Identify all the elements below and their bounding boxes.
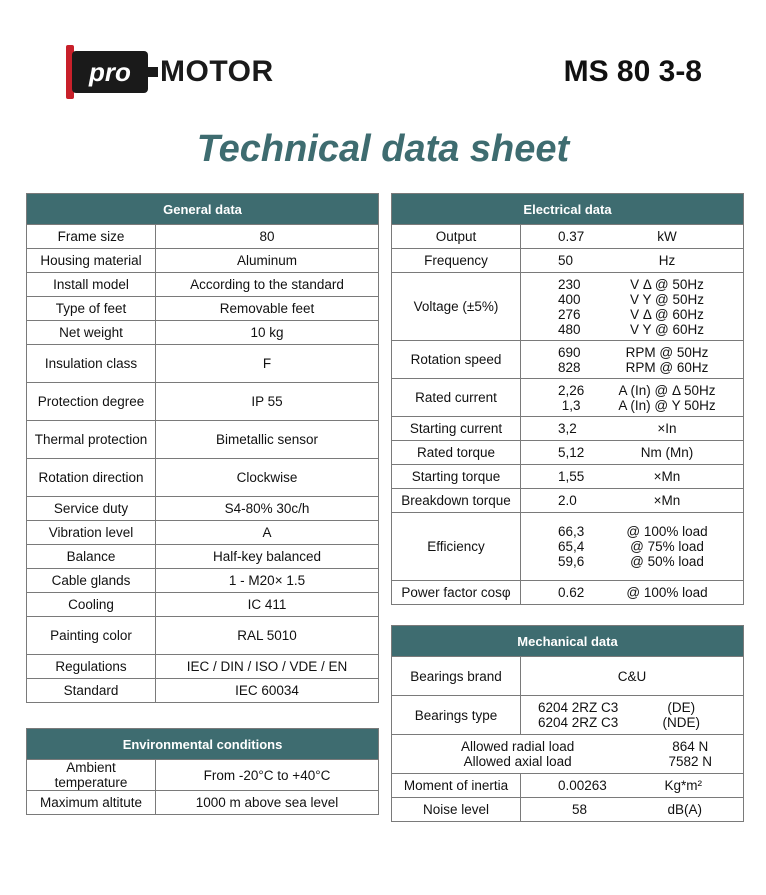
electrical-row-value-cell (521, 341, 744, 379)
electrical-value: 3,2 (558, 421, 577, 436)
radial-load-value: 864 N (672, 739, 709, 754)
electrical-data-heading: Electrical data (392, 194, 744, 225)
noise-value: 58 (572, 802, 588, 817)
electrical-row-label: Breakdown torque (392, 489, 521, 513)
electrical-row-value-cell (521, 379, 744, 417)
general-row-value: IP 55 (156, 383, 379, 421)
logo-box-text: pro (72, 51, 148, 93)
electrical-value: 400 (558, 291, 581, 307)
general-row-value: According to the standard (156, 273, 379, 297)
table-row (392, 341, 744, 379)
table-row (392, 465, 744, 489)
electrical-row-label: Rated current (392, 379, 521, 417)
electrical-value: 65,4 (558, 539, 585, 554)
table-row (27, 225, 379, 249)
electrical-value: 0.62 (558, 585, 585, 600)
general-row-value: Bimetallic sensor (156, 421, 379, 459)
electrical-value: 690 (558, 344, 581, 360)
general-row-label: Standard (27, 679, 156, 703)
general-row-label: Housing material (27, 249, 156, 273)
table-row (27, 321, 379, 345)
general-row-label: Cable glands (27, 569, 156, 593)
general-row-label: Type of feet (27, 297, 156, 321)
electrical-value: 66,3 (558, 524, 585, 539)
electrical-row-value-cell (521, 249, 744, 273)
general-row-value: S4-80% 30c/h (156, 497, 379, 521)
allowed-loads-cell (392, 735, 744, 774)
axial-load-label: Allowed axial load (463, 754, 572, 769)
environment-row-label: Ambient temperature (27, 760, 156, 791)
table-row (392, 273, 744, 341)
mechanical-data-heading: Mechanical data (392, 626, 744, 657)
electrical-row-label: Power factor cosφ (392, 581, 521, 605)
electrical-row-value-cell (521, 225, 744, 249)
pro-motor-logo (66, 45, 306, 99)
page-title: Technical data sheet (196, 128, 570, 170)
table-row (27, 383, 379, 421)
environment-row-value: From -20°C to +40°C (156, 760, 379, 791)
general-row-value: RAL 5010 (156, 617, 379, 655)
table-row (27, 345, 379, 383)
electrical-value: 5,12 (558, 445, 585, 460)
table-row (27, 521, 379, 545)
electrical-unit: RPM @ 50Hz (625, 344, 709, 360)
environment-row-label: Maximum altitute (27, 791, 156, 815)
general-row-label: Painting color (27, 617, 156, 655)
table-row (27, 655, 379, 679)
electrical-unit: A (In) @ Δ 50Hz (618, 382, 716, 398)
electrical-value: 828 (558, 359, 581, 375)
electrical-value: 1,3 (561, 397, 581, 413)
environmental-table (26, 728, 379, 815)
table-row (27, 249, 379, 273)
electrical-value: 480 (558, 321, 581, 337)
bearing-nde-model: 6204 2RZ C3 (538, 715, 619, 730)
noise-cell (521, 798, 744, 822)
electrical-unit: V Δ @ 60Hz (630, 306, 704, 322)
table-row (27, 421, 379, 459)
electrical-row-label: Voltage (±5%) (392, 273, 521, 341)
bearing-nde-position: (NDE) (662, 715, 700, 730)
general-data-heading: General data (27, 194, 379, 225)
general-row-value: A (156, 521, 379, 545)
electrical-unit: @ 100% load (626, 585, 708, 600)
electrical-unit: @ 100% load (626, 524, 708, 539)
table-row (27, 273, 379, 297)
model-number: MS 80 3-8 (563, 55, 702, 88)
general-row-label: Cooling (27, 593, 156, 617)
general-row-value: IEC / DIN / ISO / VDE / EN (156, 655, 379, 679)
table-row (392, 581, 744, 605)
electrical-unit: V Y @ 50Hz (630, 291, 704, 307)
table-row (27, 760, 379, 791)
table-row (392, 225, 744, 249)
bearings-type-cell (521, 696, 744, 735)
general-row-label: Protection degree (27, 383, 156, 421)
table-row (392, 441, 744, 465)
general-row-value: 80 (156, 225, 379, 249)
table-row (27, 497, 379, 521)
table-row (27, 679, 379, 703)
electrical-data-table (391, 193, 744, 605)
general-data-table (26, 193, 379, 703)
electrical-row-label: Rated torque (392, 441, 521, 465)
electrical-unit: @ 50% load (630, 554, 704, 569)
bearings-brand-value: C&U (521, 657, 744, 696)
table-row (392, 379, 744, 417)
electrical-row-value-cell (521, 417, 744, 441)
inertia-value: 0.00263 (558, 778, 607, 793)
table-row (392, 513, 744, 581)
electrical-value: 59,6 (558, 554, 585, 569)
electrical-row-label: Starting torque (392, 465, 521, 489)
general-row-label: Vibration level (27, 521, 156, 545)
inertia-unit: Kg*m² (664, 778, 702, 793)
electrical-row-label: Frequency (392, 249, 521, 273)
electrical-row-label: Rotation speed (392, 341, 521, 379)
electrical-row-label: Efficiency (392, 513, 521, 581)
environment-row-value: 1000 m above sea level (156, 791, 379, 815)
electrical-value: 1,55 (558, 469, 585, 484)
electrical-unit: kW (657, 229, 677, 244)
electrical-unit: ×In (657, 421, 677, 436)
table-row (27, 545, 379, 569)
bearings-brand-label: Bearings brand (392, 657, 521, 696)
electrical-row-value-cell (521, 273, 744, 341)
general-row-value: Removable feet (156, 297, 379, 321)
logo-word: MOTOR (160, 55, 274, 88)
electrical-unit: RPM @ 60Hz (625, 359, 709, 375)
inertia-label: Moment of inertia (392, 774, 521, 798)
bearings-type-label: Bearings type (392, 696, 521, 735)
radial-load-label: Allowed radial load (461, 739, 575, 754)
general-row-value: Clockwise (156, 459, 379, 497)
electrical-unit: V Δ @ 50Hz (630, 276, 704, 292)
electrical-unit: A (In) @ Y 50Hz (618, 397, 716, 413)
general-row-value: 1 - M20× 1.5 (156, 569, 379, 593)
electrical-unit: Nm (Mn) (640, 445, 694, 460)
electrical-unit: V Y @ 60Hz (630, 321, 704, 337)
noise-label: Noise level (392, 798, 521, 822)
table-row (27, 593, 379, 617)
general-row-label: Thermal protection (27, 421, 156, 459)
electrical-unit: Hz (658, 253, 676, 268)
noise-unit: dB(A) (667, 802, 702, 817)
table-row (27, 297, 379, 321)
table-row (27, 459, 379, 497)
table-row (392, 489, 744, 513)
axial-load-value: 7582 N (668, 754, 712, 769)
table-row (392, 417, 744, 441)
general-row-label: Insulation class (27, 345, 156, 383)
electrical-row-value-cell (521, 513, 744, 581)
electrical-row-value-cell (521, 441, 744, 465)
electrical-row-value-cell (521, 581, 744, 605)
electrical-row-label: Starting current (392, 417, 521, 441)
table-row (27, 617, 379, 655)
electrical-value: 276 (558, 306, 581, 322)
general-row-value: IEC 60034 (156, 679, 379, 703)
general-row-value: IC 411 (156, 593, 379, 617)
logo-dash (148, 67, 158, 77)
table-row (27, 569, 379, 593)
bearing-de-position: (DE) (667, 700, 696, 715)
environmental-heading: Environmental conditions (27, 729, 379, 760)
general-row-value: Half-key balanced (156, 545, 379, 569)
electrical-value: 2.0 (558, 493, 577, 508)
electrical-row-value-cell (521, 489, 744, 513)
table-row (392, 249, 744, 273)
general-row-label: Net weight (27, 321, 156, 345)
bearing-de-model: 6204 2RZ C3 (538, 700, 619, 715)
general-row-label: Install model (27, 273, 156, 297)
electrical-unit: ×Mn (653, 493, 681, 508)
table-row (27, 791, 379, 815)
electrical-value: 0.37 (558, 229, 585, 244)
electrical-value: 2,26 (558, 382, 585, 398)
inertia-cell (521, 774, 744, 798)
general-row-value: Aluminum (156, 249, 379, 273)
general-row-label: Regulations (27, 655, 156, 679)
electrical-unit: @ 75% load (630, 539, 704, 554)
general-row-label: Rotation direction (27, 459, 156, 497)
electrical-value: 50 (558, 253, 574, 268)
general-row-label: Balance (27, 545, 156, 569)
general-row-label: Frame size (27, 225, 156, 249)
general-row-value: F (156, 345, 379, 383)
mechanical-data-table (391, 625, 744, 822)
general-row-value: 10 kg (156, 321, 379, 345)
general-row-label: Service duty (27, 497, 156, 521)
electrical-unit: ×Mn (653, 469, 681, 484)
electrical-value: 230 (558, 276, 581, 292)
electrical-row-value-cell (521, 465, 744, 489)
electrical-row-label: Output (392, 225, 521, 249)
